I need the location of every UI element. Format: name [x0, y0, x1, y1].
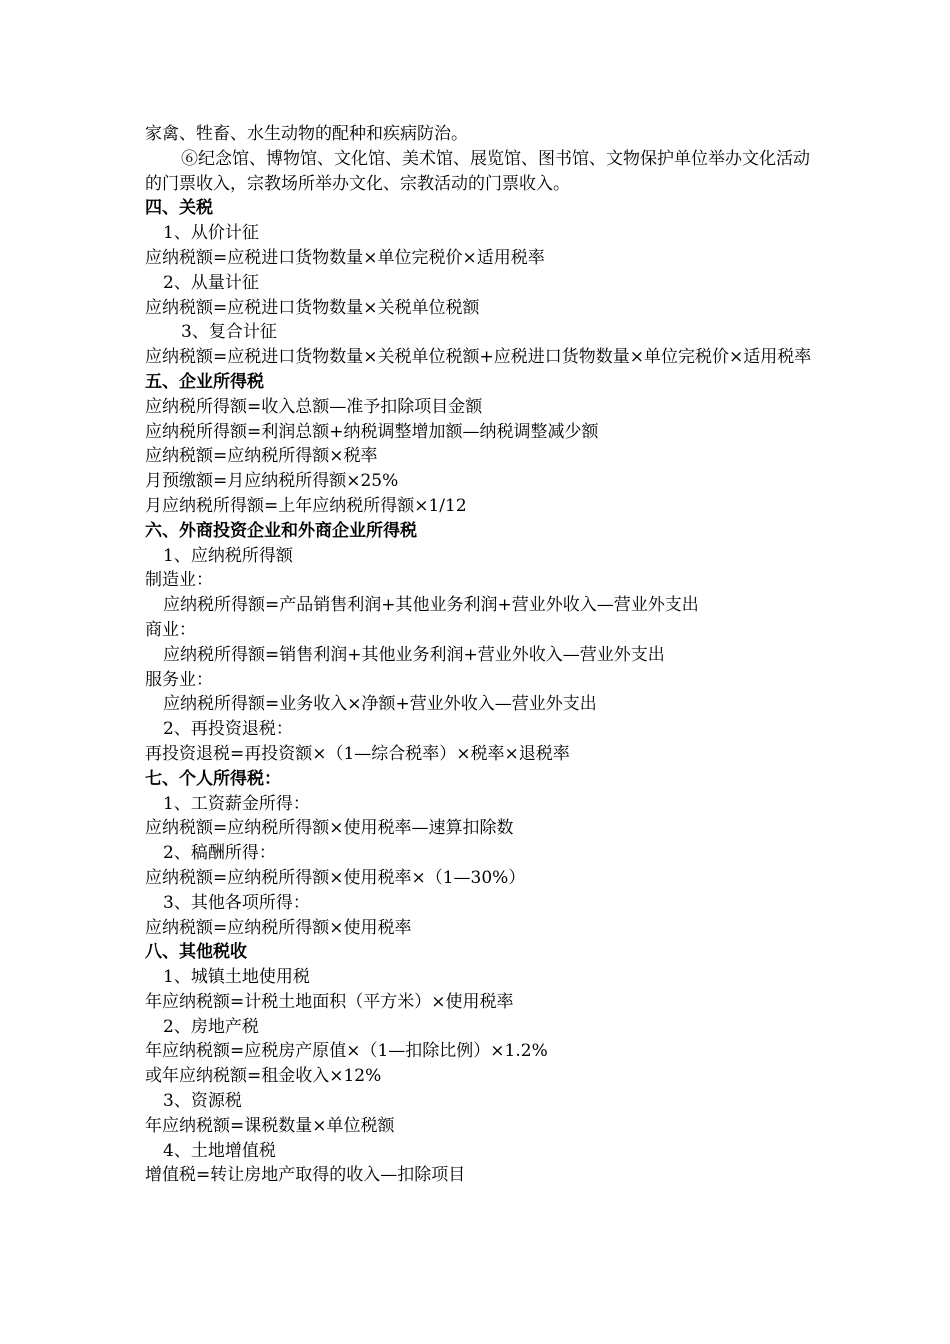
- text-line: 增值税=转让房地产取得的收入—扣除项目: [145, 1165, 466, 1186]
- text-line: 应纳税所得额=销售利润+其他业务利润+营业外收入—营业外支出: [163, 644, 665, 665]
- text-line: 应纳税额=应纳税所得额×使用税率: [145, 917, 412, 938]
- text-line: 年应纳税额=计税土地面积（平方米）×使用税率: [145, 991, 514, 1012]
- text-line: 应纳税所得额=收入总额—准予扣除项目金额: [145, 396, 483, 417]
- text-line: 应纳税额=应税进口货物数量×关税单位税额+应税进口货物数量×单位完税价×适用税率: [145, 347, 812, 368]
- text-line: 2、从量计征: [163, 272, 259, 293]
- text-line: 4、土地增值税: [163, 1140, 276, 1161]
- text-line: 服务业：: [145, 669, 213, 690]
- text-line: 1、城镇土地使用税: [163, 967, 310, 988]
- text-line: 月应纳税所得额=上年应纳税所得额×1/12: [145, 495, 467, 516]
- document-body: [145, 122, 825, 1188]
- text-line: 3、其他各项所得：: [163, 892, 310, 913]
- section-heading: 五、企业所得税: [145, 371, 264, 392]
- text-line: 3、复合计征: [181, 322, 277, 343]
- text-line: 应纳税额=应税进口货物数量×关税单位税额: [145, 297, 480, 318]
- text-line: 或年应纳税额=租金收入×12%: [145, 1066, 382, 1087]
- text-line: 应纳税额=应纳税所得额×使用税率—速算扣除数: [145, 818, 514, 839]
- text-line: 制造业：: [145, 570, 213, 591]
- text-line: 家禽、牲畜、水生动物的配种和疾病防治。: [145, 124, 468, 144]
- text-line: 应纳税所得额=业务收入×净额+营业外收入—营业外支出: [163, 694, 597, 715]
- text-line: 年应纳税额=应税房产原值×（1—扣除比例）×1.2%: [145, 1041, 548, 1062]
- text-line: 再投资退税=再投资额×（1—综合税率）×税率×退税率: [145, 743, 570, 764]
- text-line: 1、应纳税所得额: [163, 545, 293, 566]
- section-heading: 六、外商投资企业和外商企业所得税: [145, 520, 417, 541]
- text-line: ⑥纪念馆、博物馆、文化馆、美术馆、展览馆、图书馆、文物保护单位举办文化活动的门票收入，宗教场所举办文化、宗教活动的门票收入。: [145, 148, 810, 194]
- text-line: 应纳税所得额=利润总额+纳税调整增加额—纳税调整减少额: [145, 421, 599, 442]
- text-line: 应纳税额=应纳税所得额×税率: [145, 446, 378, 467]
- section-heading: 七、个人所得税：: [145, 768, 281, 789]
- text-line: 2、房地产税: [163, 1016, 259, 1037]
- section-heading: 八、其他税收: [145, 942, 247, 963]
- text-line: 1、工资薪金所得：: [163, 793, 310, 814]
- text-line: 商业：: [145, 619, 196, 640]
- text-line: 应纳税额=应纳税所得额×使用税率×（1—30%）: [145, 867, 526, 888]
- text-line: 1、从价计征: [163, 223, 259, 244]
- text-line: 月预缴额=月应纳税所得额×25%: [145, 471, 399, 492]
- text-line: 应纳税所得额=产品销售利润+其他业务利润+营业外收入—营业外支出: [163, 595, 699, 616]
- text-line: 3、资源税: [163, 1091, 242, 1112]
- text-line: 年应纳税额=课税数量×单位税额: [145, 1115, 395, 1136]
- section-heading: 四、关税: [145, 198, 213, 219]
- text-line: 应纳税额=应税进口货物数量×单位完税价×适用税率: [145, 247, 545, 268]
- text-line: 2、稿酬所得：: [163, 843, 276, 864]
- text-line: 2、再投资退税：: [163, 719, 293, 740]
